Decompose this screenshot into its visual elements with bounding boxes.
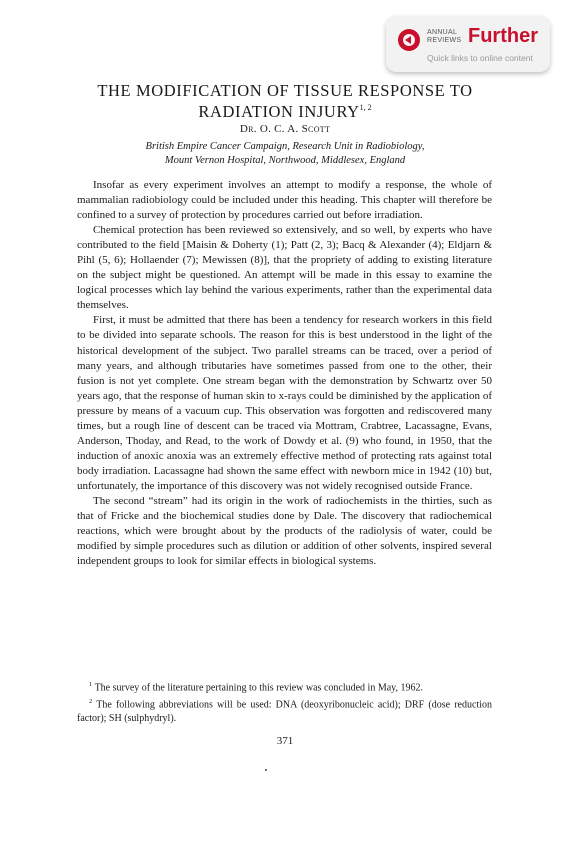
paragraph: Chemical protection has been reviewed so extensively, and so well, by experts who have contributed to the field [Maisin & Doherty (1); Patt (2, 3); Bacq & Alexander (4); Eldjarn & Pihl (5, 6); Hollaender (7); Mewissen (8)], that the propriety of adding to existing literature on the subject might be questioned. An attempt will be made in this essay to examine the logical processes which lay behind the various experiments, rather than the experimental data themselves.	[77, 224, 492, 312]
page-number: 371	[276, 735, 294, 747]
badge-annual-reviews: ANNUAL REVIEWS	[427, 29, 462, 44]
affiliation-line-2: Mount Vernon Hospital, Northwood, Middlesex, England	[164, 155, 406, 166]
paragraph: The second “stream” had its origin in the work of radiochemists in the thirties, such as that of Fricke and the biochemical studies done by Dale. The discovery that radiochemical reactions, which were brought about by the products of the radiolysis of water, could be modified by simple procedures such as dilution or addition of other solvents, inspired several independent groups to look for similar effects in biological systems.	[77, 494, 492, 568]
footnote-text: The survey of the literature pertaining to this review was concluded in May, 1962.	[94, 682, 424, 694]
title-line-1: THE MODIFICATION OF TISSUE RESPONSE TO	[97, 81, 473, 100]
further-badge[interactable]	[386, 16, 550, 72]
badge-subtitle: Quick links to online content	[427, 53, 533, 63]
article-body	[77, 178, 492, 569]
author: Dr. O. C. A. Scott	[239, 123, 331, 135]
title-line-2: RADIATION INJURY	[198, 102, 360, 121]
footnote-mark: 2	[89, 697, 93, 705]
badge-further-word: Further	[468, 25, 538, 47]
annual-reviews-logo-icon	[398, 29, 420, 51]
footnote	[77, 678, 492, 695]
scan-dot	[265, 769, 267, 771]
footnotes	[77, 678, 492, 725]
paragraph: First, it must be admitted that there has been a tendency for research workers in this field to be divided into separate schools. The reason for this is best understood in the light of the historical development of the subject. Two parallel streams can be traced, over a period of many years, and although tributaries have sometimes passed from one to the other, their fusion is not yet complete. One stream began with the demonstration by Schwartz over 50 years ago, that the response of human skin to x-rays could be diminished by the application of pressure by means of a vacuum cup. This observation was forgotten and rediscovered many times, but a rough line of descent can be traced via Mottram, Crabtree, Lacassagne, Evans, Anderson, Thoday, and Read, to the work of Dowdy et al. (9) who found, in 1950, that the induction of anoxic anoxia was an extremely effective method of protecting rats against total body irradiation. Lacassagne had shown the same effect with newborn mice in 1942 (10) but, unfortunately, the importance of this discovery was not widely recognised outside France.	[77, 314, 492, 492]
title-footnote-marks: 1, 2	[359, 103, 372, 112]
footnote-mark: 1	[89, 681, 93, 688]
footnote	[77, 695, 492, 725]
paragraph: Insofar as every experiment involves an attempt to modify a response, the whole of mammalian radiobiology could be included under this heading. This chapter will therefore be confined to a survey of protection by procedures carried out before irradiation.	[77, 179, 492, 222]
affiliation	[0, 140, 570, 168]
footnote-text: The following abbreviations will be used: DNA (deoxyribonucleic acid); DRF (dose reduction factor); SH (sulphydryl).	[77, 699, 492, 724]
affiliation-line-1: British Empire Cancer Campaign, Research Unit in Radiobiology,	[145, 141, 425, 152]
article-title	[0, 82, 570, 120]
